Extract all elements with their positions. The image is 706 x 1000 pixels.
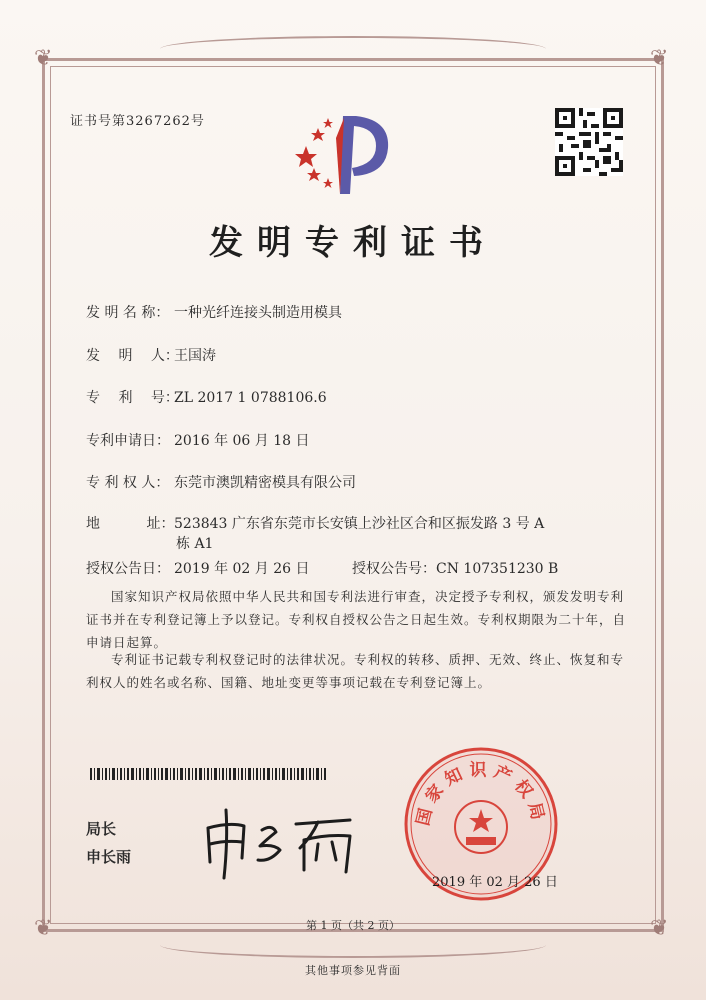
field-address [86,513,544,533]
field-value: 2019 年 02 月 26 日 [174,561,310,577]
field-patent-number [86,387,327,407]
patent-office-logo-icon [288,108,398,198]
barcode-icon [90,768,326,780]
field-label: 专 利 权 人： [86,475,170,491]
statement-paragraph: 国家知识产权局依照中华人民共和国专利法进行审查，决定授予专利权，颁发发明专利证书并在专利登记簿上予以登记。专利权自授权公告之日起生效。专利权期限为二十年，自申请日起算。 [86,589,627,650]
field-label: 授权公告日： [86,561,170,577]
field-value: 523843 广东省东莞市长安镇上沙社区合和区振发路 3 号 A [174,516,545,532]
certificate-number: 证书号第3267262号 [70,114,205,129]
field-value: 王国涛 [174,348,216,364]
field-label: 地 址： [86,516,175,532]
corner-ornament-icon: ❦ [650,46,669,71]
certificate-title: 发明专利证书 [209,223,497,263]
field-filing-date [86,430,310,450]
field-label: 发 明 人： [86,348,179,364]
signature-icon [200,800,370,880]
field-value: ZL 2017 1 0788106.6 [174,390,327,406]
qr-code-icon [555,108,623,176]
seal-text: 国家知识产权局 [413,760,549,828]
field-label: 发 明 名 称： [86,305,170,321]
statement-paragraph: 专利证书记载专利权登记时的法律状况。专利权的转移、质押、无效、终止、恢复和专利权人的姓名或名称、国籍、地址变更等事项记载在专利登记簿上。 [86,652,625,690]
field-grant-publication-number [352,558,558,578]
address-line-2: 栋 A1 [176,536,214,552]
field-grant-date [86,558,310,578]
field-value: 2016 年 06 月 18 日 [174,433,310,449]
official-name: 申长雨 [86,848,132,866]
field-inventor [86,345,216,365]
field-value: 东莞市澳凯精密模具有限公司 [174,475,356,491]
corner-ornament-icon: ❦ [34,46,53,71]
field-label: 专利申请日： [86,433,170,449]
field-invention-name [86,302,342,322]
bottom-ornament [160,932,546,958]
corner-ornament-icon: ❦ [650,916,669,941]
field-value: CN 107351230 B [436,561,559,577]
corner-ornament-icon: ❦ [34,916,53,941]
field-label: 专 利 号： [86,390,179,406]
seal-date: 2019 年 02 月 26 日 [432,875,558,890]
official-title: 局长 [86,820,117,838]
page-number: 第 1 页（共 2 页） [306,919,400,932]
field-value: 一种光纤连接头制造用模具 [174,305,342,321]
footer-note: 其他事项参见背面 [305,964,401,977]
field-patentee [86,472,356,492]
field-label: 授权公告号： [352,561,436,577]
